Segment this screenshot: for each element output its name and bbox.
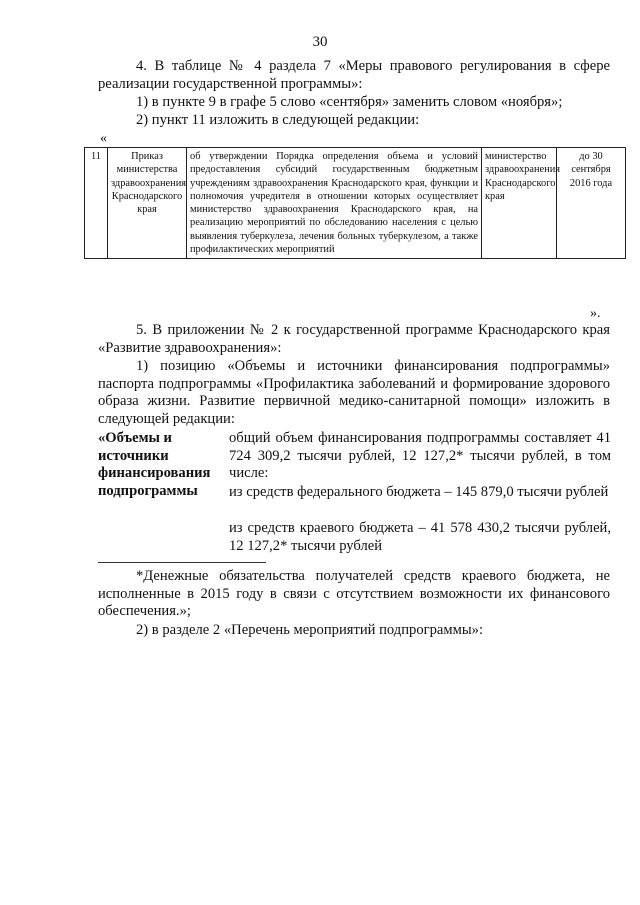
regulation-table xyxy=(84,147,626,259)
quote-open-mark: « xyxy=(100,131,107,146)
footnote: *Денежные обязательства получателей средств краевого бюджета, не исполненные в 2015 году в связи с отсутствием возможности их финансового обеспечения.»; xyxy=(98,568,610,620)
footnote-divider xyxy=(98,562,266,563)
document-description: об утверждении Порядка определения объема и условий предоставления субсидий государственным бюджетным учреждениям здравоохранения Краснодарского края, функции и полномочия учредителя в отношении которых осуществляет министерство здравоохранения Краснодарского края, на реализацию мероприятий по обследованию населения с целью выявления туберкулеза, лечения больных туберкулезом, а также профилактических мероприятий xyxy=(187,148,482,259)
financing-regional: из средств краевого бюджета – 41 578 430,2 тысячи рублей, 12 127,2* тысячи рублей xyxy=(229,520,611,554)
deadline: до 30 сентября 2016 года xyxy=(557,148,626,259)
section-4-item-1: 1) в пункте 9 в графе 5 слово «сентября» заменить словом «ноября»; xyxy=(136,94,563,110)
section-5-item-2: 2) в разделе 2 «Перечень мероприятий подпрограммы»: xyxy=(136,622,484,638)
page-number: 30 xyxy=(312,34,328,50)
section-4-intro: 4. В таблице № 4 раздела 7 «Меры правового регулирования в сфере реализации государственной программы»: xyxy=(98,58,610,92)
financing-federal: из средств федерального бюджета – 145 879,0 тысячи рублей xyxy=(229,484,609,500)
table-row xyxy=(85,148,626,259)
financing-label: «Объемы и источники финансирования подпрограммы xyxy=(98,430,211,499)
row-number: 11 xyxy=(85,148,108,259)
section-4-item-2: 2) пункт 11 изложить в следующей редакции: xyxy=(136,112,420,128)
section-5-intro: 5. В приложении № 2 к государственной программе Краснодарского края «Развитие здравоохранения»: xyxy=(98,322,610,356)
responsible-executor: министерство здравоохранения Краснодарского края xyxy=(482,148,557,259)
section-5-item-1: 1) позицию «Объемы и источники финансирования подпрограммы» паспорта подпрограммы «Профилактика заболеваний и формирование здорового образа жизни. Развитие первичной медико-санитарной помощи» изложить в следующей редакции: xyxy=(98,358,610,427)
document-type: Приказ министерства здравоохранения Краснодарского края xyxy=(108,148,187,259)
quote-close-mark: ». xyxy=(590,306,601,321)
financing-total: общий объем финансирования подпрограммы составляет 41 724 309,2 тысячи рублей, 12 127,2* тысячи рублей, в том числе: xyxy=(229,430,611,482)
